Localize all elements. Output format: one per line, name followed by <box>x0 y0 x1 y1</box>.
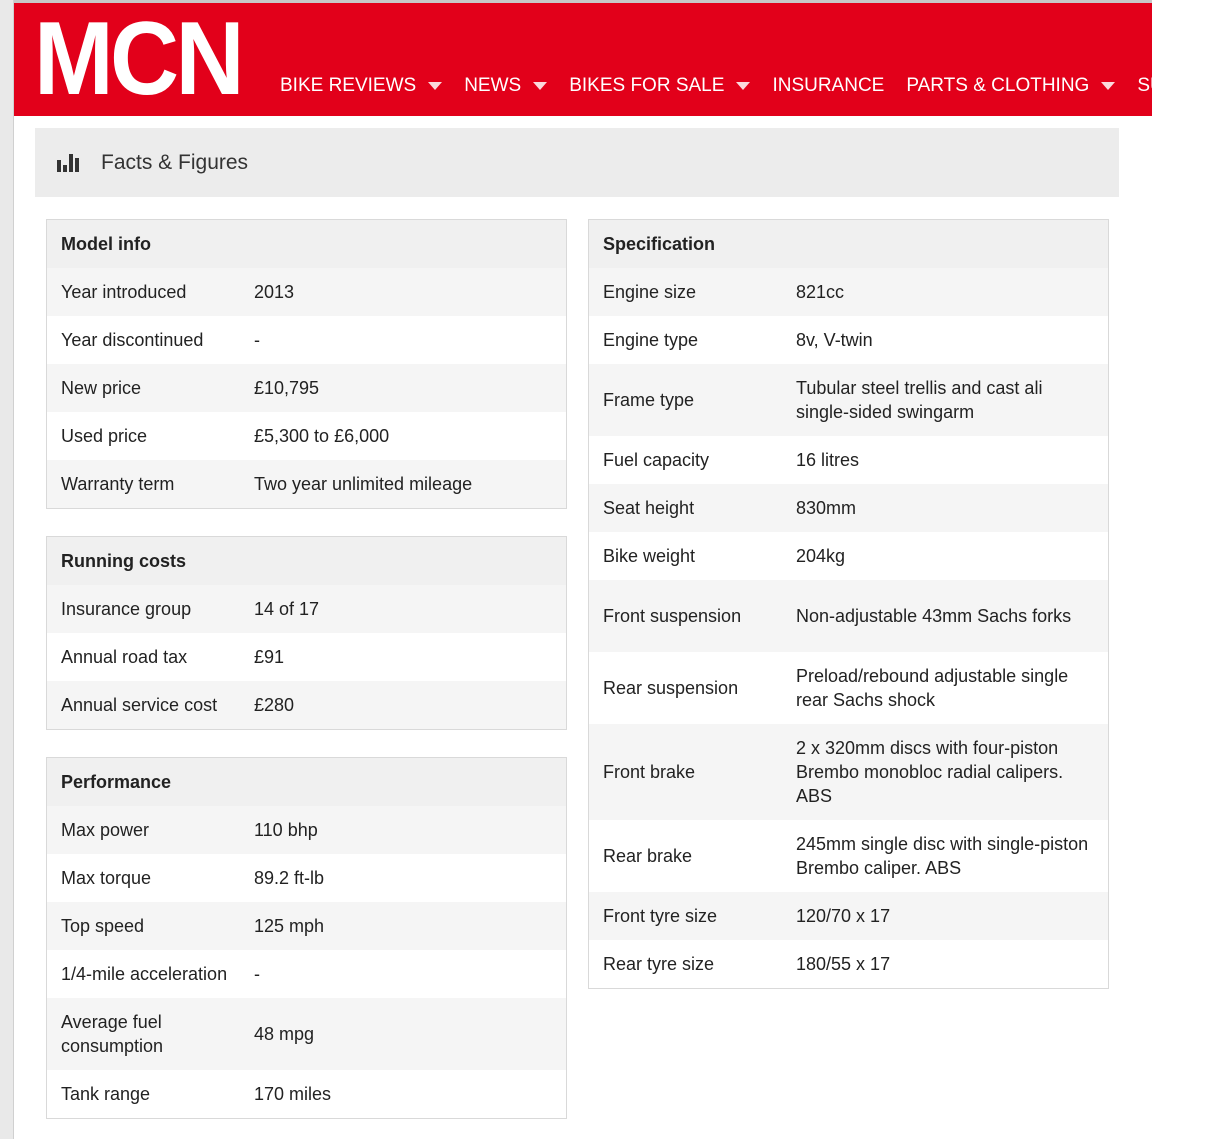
table-row <box>47 998 566 1070</box>
row-value: 125 mph <box>254 916 325 936</box>
nav-label: PARTS & CLOTHING <box>906 75 1090 96</box>
row-label: Used price <box>61 425 148 446</box>
row-value: 821cc <box>796 282 845 302</box>
nav-bikes-for-sale[interactable] <box>569 75 750 97</box>
panel-rows <box>47 806 566 1118</box>
row-value: 120/70 x 17 <box>796 906 891 926</box>
panel-title: Model info <box>47 220 566 268</box>
nav-insurance[interactable] <box>772 75 884 97</box>
nav-label: BIKE REVIEWS <box>280 75 417 96</box>
row-label: Front brake <box>603 761 696 782</box>
row-value: £10,795 <box>254 378 320 398</box>
table-row <box>47 316 566 364</box>
row-label: Year discontinued <box>61 329 204 350</box>
nav-bike-reviews[interactable] <box>280 75 442 97</box>
table-row <box>47 902 566 950</box>
table-row <box>47 681 566 729</box>
site-header <box>14 0 1203 117</box>
panel-rows <box>47 268 566 508</box>
table-row <box>589 268 1108 316</box>
table-row <box>589 580 1108 652</box>
table-row <box>47 633 566 681</box>
row-label: Top speed <box>61 915 145 936</box>
row-label: Max torque <box>61 867 152 888</box>
table-row <box>589 484 1108 532</box>
row-value: 2 x 320mm discs with four-piston Brembo monobloc radial calipers. ABS <box>796 738 1064 806</box>
mcn-logo[interactable]: MCN <box>34 1 241 117</box>
panel-title: Performance <box>47 758 566 806</box>
row-label: Rear suspension <box>603 677 739 698</box>
row-value: 830mm <box>796 498 857 518</box>
row-value: 48 mpg <box>254 1024 315 1044</box>
row-label: Seat height <box>603 497 695 518</box>
row-value: 8v, V-twin <box>796 330 873 350</box>
table-row <box>589 364 1108 436</box>
row-label: Annual service cost <box>61 694 218 715</box>
chevron-down-icon[interactable] <box>736 82 750 90</box>
row-label: Year introduced <box>61 281 187 302</box>
row-value: 14 of 17 <box>254 599 320 619</box>
row-label: Warranty term <box>61 473 175 494</box>
running-costs-panel <box>46 536 567 730</box>
table-row <box>589 940 1108 988</box>
table-row <box>47 854 566 902</box>
row-value: £280 <box>254 695 295 715</box>
row-value: £91 <box>254 647 285 667</box>
row-label: Engine type <box>603 329 699 350</box>
table-row <box>589 652 1108 724</box>
table-row <box>589 532 1108 580</box>
table-row <box>47 268 566 316</box>
table-row <box>589 316 1108 364</box>
row-label: Average fuel consumption <box>61 1012 164 1056</box>
panel-rows <box>47 585 566 729</box>
main-nav <box>280 75 1225 97</box>
table-row <box>47 1070 566 1118</box>
row-value: 2013 <box>254 282 295 302</box>
row-label: Bike weight <box>603 545 696 566</box>
row-label: Engine size <box>603 281 697 302</box>
row-value: 89.2 ft-lb <box>254 868 325 888</box>
page-left-edge <box>0 0 14 1139</box>
performance-panel <box>46 757 567 1119</box>
row-value: Tubular steel trellis and cast ali single-sided swingarm <box>796 378 1043 422</box>
row-value: 204kg <box>796 546 846 566</box>
row-value: Non-adjustable 43mm Sachs forks <box>796 606 1072 626</box>
row-value: 245mm single disc with single-piston Brembo caliper. ABS <box>796 834 1089 878</box>
table-row <box>589 892 1108 940</box>
nav-label: BIKES FOR SALE <box>569 75 725 96</box>
table-row <box>47 460 566 508</box>
table-row <box>47 806 566 854</box>
table-row <box>47 585 566 633</box>
row-value: 180/55 x 17 <box>796 954 891 974</box>
table-row <box>47 364 566 412</box>
nav-label: INSURANCE <box>772 75 885 96</box>
panel-title: Specification <box>589 220 1108 268</box>
row-label: Frame type <box>603 389 695 410</box>
facts-figures-header <box>35 128 1119 197</box>
nav-subscribe[interactable] <box>1137 75 1202 97</box>
chevron-down-icon[interactable] <box>1101 82 1115 90</box>
row-value: 110 bhp <box>254 820 318 840</box>
bar-chart-icon <box>57 154 81 172</box>
table-row <box>589 820 1108 892</box>
row-label: New price <box>61 377 142 398</box>
chevron-down-icon[interactable] <box>533 82 547 90</box>
panel-rows <box>589 268 1108 988</box>
table-row <box>589 724 1108 820</box>
nav-news[interactable] <box>464 75 547 97</box>
row-label: Rear brake <box>603 845 693 866</box>
row-value: 16 litres <box>796 450 860 470</box>
nav-parts-clothing[interactable] <box>906 75 1115 97</box>
model-info-panel <box>46 219 567 509</box>
table-row <box>589 436 1108 484</box>
row-label: Tank range <box>61 1083 151 1104</box>
row-value: - <box>254 964 260 984</box>
chevron-down-icon[interactable] <box>428 82 442 90</box>
row-label: Rear tyre size <box>603 953 715 974</box>
section-title: Facts & Figures <box>101 150 249 174</box>
nav-label: SUBSC <box>1137 75 1203 96</box>
row-value: Preload/rebound adjustable single rear Sachs shock <box>796 666 1069 710</box>
specification-panel <box>588 219 1109 989</box>
row-label: 1/4-mile acceleration <box>61 963 228 984</box>
row-label: Front tyre size <box>603 905 718 926</box>
table-row <box>47 412 566 460</box>
row-label: Annual road tax <box>61 646 188 667</box>
row-value: £5,300 to £6,000 <box>254 426 390 446</box>
panel-title: Running costs <box>47 537 566 585</box>
row-label: Fuel capacity <box>603 449 710 470</box>
table-row <box>47 950 566 998</box>
row-value: 170 miles <box>254 1084 332 1104</box>
row-value: Two year unlimited mileage <box>254 474 473 494</box>
row-label: Insurance group <box>61 598 192 619</box>
row-value: - <box>254 330 260 350</box>
row-label: Max power <box>61 819 150 840</box>
nav-label: NEWS <box>464 75 522 96</box>
row-label: Front suspension <box>603 605 742 626</box>
